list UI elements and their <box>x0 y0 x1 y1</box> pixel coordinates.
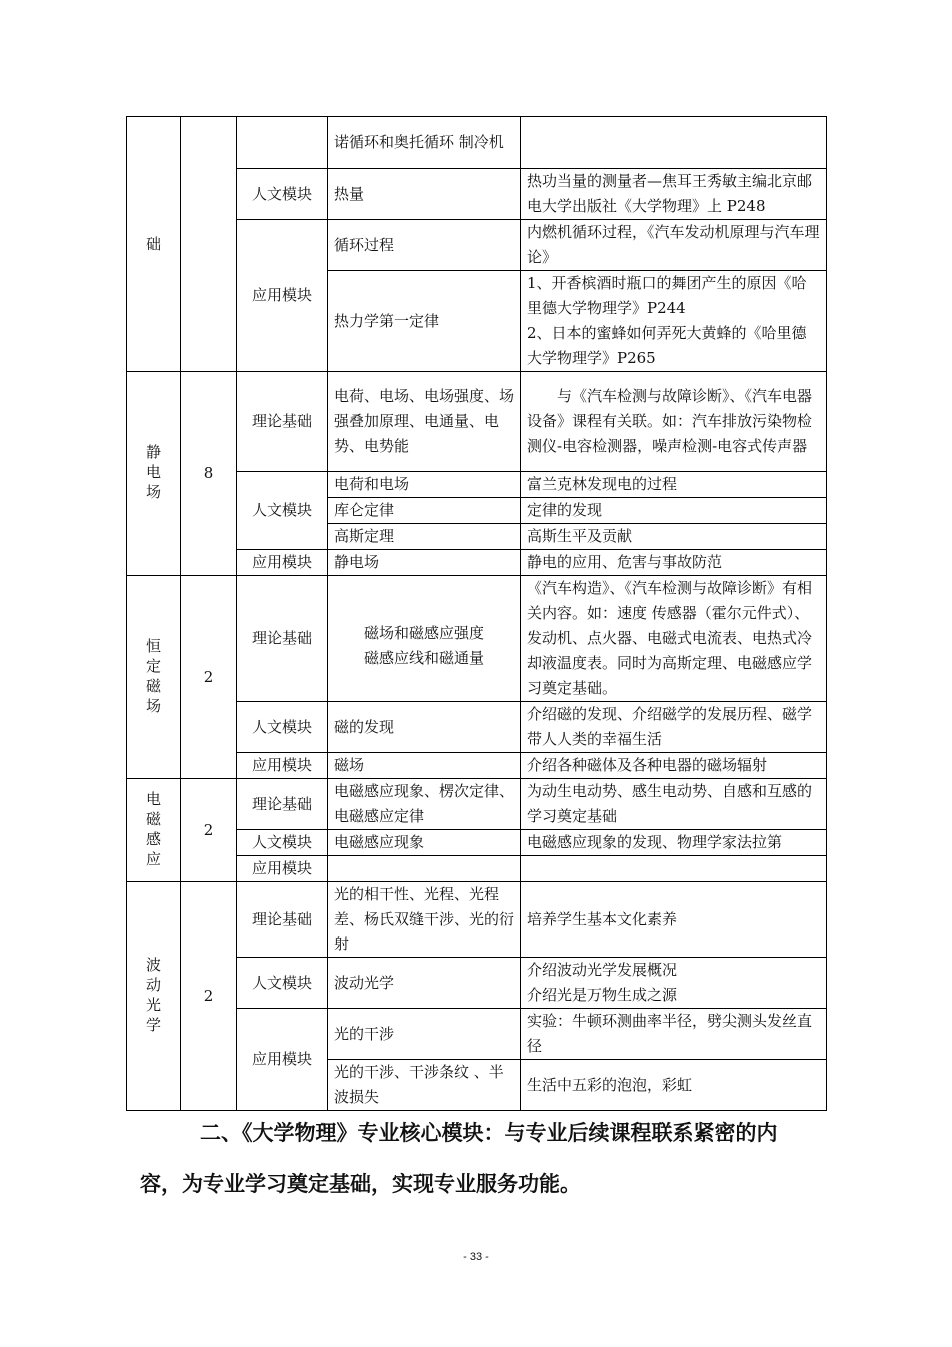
topic-cell: 光的相干性、光程、光程差、杨氏双缝干涉、光的衍射 <box>328 882 521 958</box>
content-cell: 生活中五彩的泡泡，彩虹 <box>521 1060 827 1111</box>
topic-cell: 光的干涉 <box>328 1009 521 1060</box>
module-type-cell: 人文模块 <box>237 169 328 220</box>
module-type-cell: 人文模块 <box>237 702 328 753</box>
topic-line: 磁感应线和磁通量 <box>363 648 484 667</box>
content-cell: 富兰克林发现电的过程 <box>521 472 827 498</box>
module-type-cell: 理论基础 <box>237 372 328 472</box>
module-type-cell: 应用模块 <box>237 1009 328 1111</box>
content-cell: 电磁感应现象的发现、物理学家法拉第 <box>521 830 827 856</box>
module-type-cell: 应用模块 <box>237 550 328 576</box>
chapter-cell: 电磁感应 <box>127 779 181 882</box>
table-row <box>127 117 827 169</box>
content-cell <box>521 271 827 372</box>
topic-cell: 热力学第一定律 <box>328 271 521 372</box>
topic-cell: 磁场 <box>328 753 521 779</box>
content-cell: 《汽车构造》、《汽车检测与故障诊断》有相关内容。如：速度 传感器（霍尔元件式）、发动机、点火器、电磁式电流表、电热式冷却液温度表。同时为高斯定理、电磁感应学习奠定基础。 <box>521 576 827 702</box>
content-cell: 实验：牛顿环测曲率半径，劈尖测头发丝直径 <box>521 1009 827 1060</box>
hours-cell: 2 <box>181 779 237 882</box>
topic-cell: 热量 <box>328 169 521 220</box>
topic-cell: 磁的发现 <box>328 702 521 753</box>
hours-cell: 2 <box>181 882 237 1111</box>
content-cell: 培养学生基本文化素养 <box>521 882 827 958</box>
content-cell: 为动生电动势、感生电动势、自感和互感的学习奠定基础 <box>521 779 827 830</box>
topic-cell: 诺循环和奥托循环 制冷机 <box>328 117 521 169</box>
topic-cell: 高斯定理 <box>328 524 521 550</box>
topic-cell: 静电场 <box>328 550 521 576</box>
module-type-cell: 人文模块 <box>237 958 328 1009</box>
content-cell: 介绍各种磁体及各种电器的磁场辐射 <box>521 753 827 779</box>
chapter-cell: 础 <box>127 117 181 372</box>
content-cell <box>521 958 827 1009</box>
module-type-cell: 应用模块 <box>237 856 328 882</box>
content-cell <box>521 117 827 169</box>
content-line: 介绍光是万物生成之源 <box>527 986 678 1004</box>
section-heading-line2: 容，为专业学习奠定基础，实现专业服务功能。 <box>140 1171 581 1196</box>
content-cell <box>521 856 827 882</box>
module-type-cell: 应用模块 <box>237 753 328 779</box>
page-number: - 33 - <box>463 1251 489 1263</box>
content-cell: 介绍磁的发现、介绍磁学的发展历程、磁学带人人类的幸福生活 <box>521 702 827 753</box>
content-cell: 热功当量的测量者—焦耳王秀敏主编北京邮电大学出版社《大学物理》上 P248 <box>521 169 827 220</box>
module-type-cell: 理论基础 <box>237 576 328 702</box>
topic-cell: 电磁感应现象、楞次定律、电磁感应定律 <box>328 779 521 830</box>
content-line: 2、日本的蜜蜂如何弄死大黄蜂的《哈里德大学物理学》P265 <box>527 324 807 367</box>
module-type-cell: 应用模块 <box>237 220 328 372</box>
hours-cell: 2 <box>181 576 237 779</box>
chapter-cell: 恒定磁场 <box>127 576 181 779</box>
table-row <box>127 882 827 958</box>
module-type-cell <box>237 117 328 169</box>
section-heading-line1: 二、《大学物理》专业核心模块：与专业后续课程联系紧密的内 <box>200 1120 778 1145</box>
topic-cell <box>328 856 521 882</box>
topic-cell: 电荷和电场 <box>328 472 521 498</box>
topic-cell: 光的干涉、干涉条纹 、半波损失 <box>328 1060 521 1111</box>
chapter-cell: 波动光学 <box>127 882 181 1111</box>
content-cell: 与《汽车检测与故障诊断》、《汽车电器设备》课程有关联。如：汽车排放污染物检测仪-电容检测器，噪声检测-电容式传声器 <box>521 372 827 472</box>
table-row <box>127 779 827 830</box>
content-line: 介绍波动光学发展概况 <box>527 961 678 979</box>
content-cell: 静电的应用、危害与事故防范 <box>521 550 827 576</box>
topic-line: 磁场和磁感应强度 <box>363 623 484 642</box>
chapter-cell: 静电场 <box>127 372 181 576</box>
topic-cell <box>328 576 521 702</box>
course-module-table <box>126 116 827 1111</box>
topic-cell: 库仑定律 <box>328 498 521 524</box>
topic-cell: 电荷、电场、电场强度、场强叠加原理、电通量、电势、电势能 <box>328 372 521 472</box>
content-line: 1、开香槟酒时瓶口的舞团产生的原因《哈里德大学物理学》P244 <box>527 274 807 317</box>
topic-cell: 循环过程 <box>328 220 521 271</box>
topic-cell: 电磁感应现象 <box>328 830 521 856</box>
module-type-cell: 人文模块 <box>237 472 328 550</box>
table-row <box>127 576 827 702</box>
content-cell: 高斯生平及贡献 <box>521 524 827 550</box>
module-type-cell: 理论基础 <box>237 779 328 830</box>
hours-cell <box>181 117 237 372</box>
module-type-cell: 人文模块 <box>237 830 328 856</box>
content-cell: 内燃机循环过程，《汽车发动机原理与汽车理论》 <box>521 220 827 271</box>
table-row <box>127 372 827 472</box>
content-cell: 定律的发现 <box>521 498 827 524</box>
hours-cell: 8 <box>181 372 237 576</box>
topic-cell: 波动光学 <box>328 958 521 1009</box>
module-type-cell: 理论基础 <box>237 882 328 958</box>
